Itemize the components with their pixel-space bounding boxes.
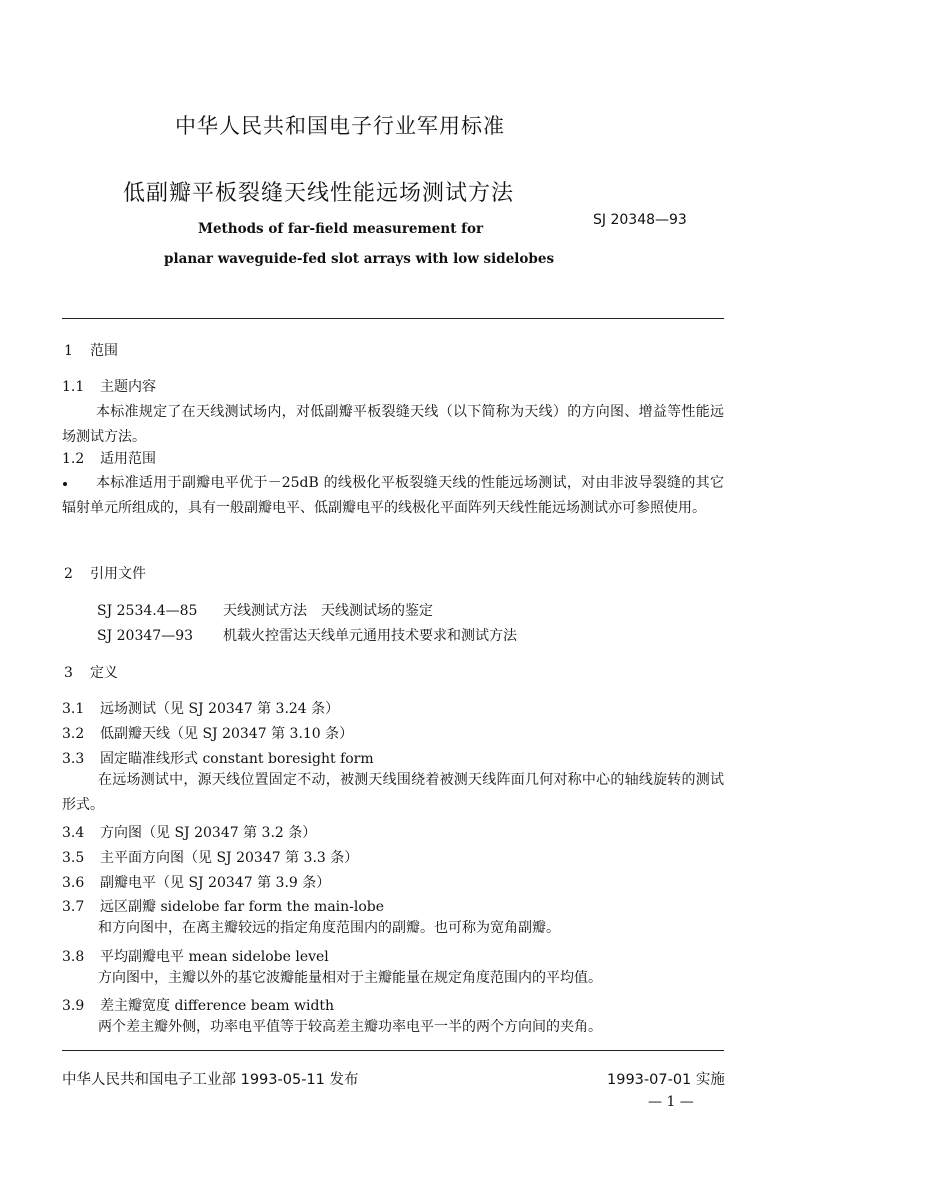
definition-text: 副瓣电平（见 SJ 20347 第 3.9 条） — [100, 875, 331, 891]
definition-text: 远场测试（见 SJ 20347 第 3.24 条） — [100, 701, 340, 717]
definition-body-3-8: 方向图中，主瓣以外的基它波瓣能量相对于主瓣能量在规定角度范围内的平均值。 — [98, 970, 602, 986]
definition-number: 3.1 — [62, 701, 85, 717]
section-heading — [64, 340, 118, 360]
reference-code: SJ 20347—93 — [97, 628, 194, 644]
section-title: 引用文件 — [90, 566, 146, 582]
definition-item — [62, 995, 334, 1015]
standard-organization: 中华人民共和国电子行业军用标准 — [175, 114, 505, 138]
subsection-number: 1.2 — [62, 451, 85, 467]
subsection-title: 主题内容 — [100, 379, 156, 395]
footer-implementation-date: 1993-07-01 实施 — [607, 1072, 725, 1088]
subsection-heading — [62, 376, 156, 396]
definition-number: 3.7 — [62, 899, 85, 915]
header-divider — [62, 318, 724, 319]
section-number: 2 — [64, 566, 73, 582]
definition-item — [62, 896, 384, 916]
page-number: — 1 — — [648, 1094, 694, 1110]
definition-text: 低副瓣天线（见 SJ 20347 第 3.10 条） — [100, 726, 354, 742]
definition-text: 方向图（见 SJ 20347 第 3.2 条） — [100, 825, 317, 841]
definition-text: 主平面方向图（见 SJ 20347 第 3.3 条） — [100, 850, 359, 866]
document-title-en-line2: planar waveguide-fed slot arrays with low sidelobes — [164, 251, 555, 267]
footer-divider — [62, 1050, 724, 1051]
reference-item — [97, 625, 517, 645]
definition-number: 3.5 — [62, 850, 85, 866]
reference-code: SJ 2534.4—85 — [97, 603, 198, 619]
section-number: 1 — [64, 343, 73, 359]
section-number: 3 — [64, 665, 73, 681]
definition-number: 3.6 — [62, 875, 85, 891]
definition-number: 3.9 — [62, 998, 85, 1014]
subsection-title: 适用范围 — [100, 451, 156, 467]
definition-number: 3.4 — [62, 825, 85, 841]
footer-issue-date: 中华人民共和国电子工业部 1993-05-11 发布 — [62, 1072, 359, 1088]
definition-item — [62, 872, 330, 892]
definition-number: 3.2 — [62, 726, 85, 742]
definition-number: 3.3 — [62, 751, 85, 767]
definition-item — [62, 946, 329, 966]
definition-text: 平均副瓣电平 mean sidelobe level — [100, 949, 329, 965]
subsection-heading — [62, 448, 156, 468]
document-title-en-line1: Methods of far-field measurement for — [198, 221, 484, 237]
reference-title: 天线测试方法 天线测试场的鉴定 — [223, 603, 433, 619]
section-heading — [64, 563, 146, 583]
definition-text: 差主瓣宽度 difference beam width — [100, 998, 335, 1014]
section-title: 定义 — [90, 665, 118, 681]
paragraph-1-1: 本标准规定了在天线测试场内，对低副瓣平板裂缝天线（以下简称为天线）的方向图、增益等性能远场测试方法。 — [62, 404, 724, 445]
definition-text: 固定瞄准线形式 constant boresight form — [100, 751, 374, 767]
section-heading — [64, 662, 118, 682]
reference-item — [97, 600, 433, 620]
definition-item — [62, 723, 353, 743]
document-title-zh: 低副瓣平板裂缝天线性能远场测试方法 — [123, 181, 515, 206]
definition-text: 远区副瓣 sidelobe far form the main-lobe — [100, 899, 385, 915]
definition-body-3-9: 两个差主瓣外侧，功率电平值等于较高差主瓣功率电平一半的两个方向间的夹角。 — [98, 1019, 602, 1035]
definition-item — [62, 847, 358, 867]
definition-body-3-3: 在远场测试中，源天线位置固定不动，被测天线围绕着被测天线阵面几何对称中心的轴线旋转的测试形式。 — [62, 772, 724, 813]
definition-item — [62, 698, 339, 718]
section-title: 范围 — [90, 343, 118, 359]
definition-item — [62, 748, 374, 768]
subsection-number: 1.1 — [62, 379, 85, 395]
definition-number: 3.8 — [62, 949, 85, 965]
paragraph-1-2: 本标准适用于副瓣电平优于－25dB 的线极化平板裂缝天线的性能远场测试，对由非波导裂缝的其它辐射单元所组成的，具有一般副瓣电平、低副瓣电平的线极化平面阵列天线性能远场测试亦可参照使用。 — [62, 475, 724, 516]
document-code: SJ 20348—93 — [593, 212, 687, 228]
definition-body-3-7: 和方向图中，在离主瓣较远的指定角度范围内的副瓣。也可称为宽角副瓣。 — [98, 920, 560, 936]
reference-title: 机载火控雷达天线单元通用技术要求和测试方法 — [223, 628, 517, 644]
definition-item — [62, 822, 316, 842]
